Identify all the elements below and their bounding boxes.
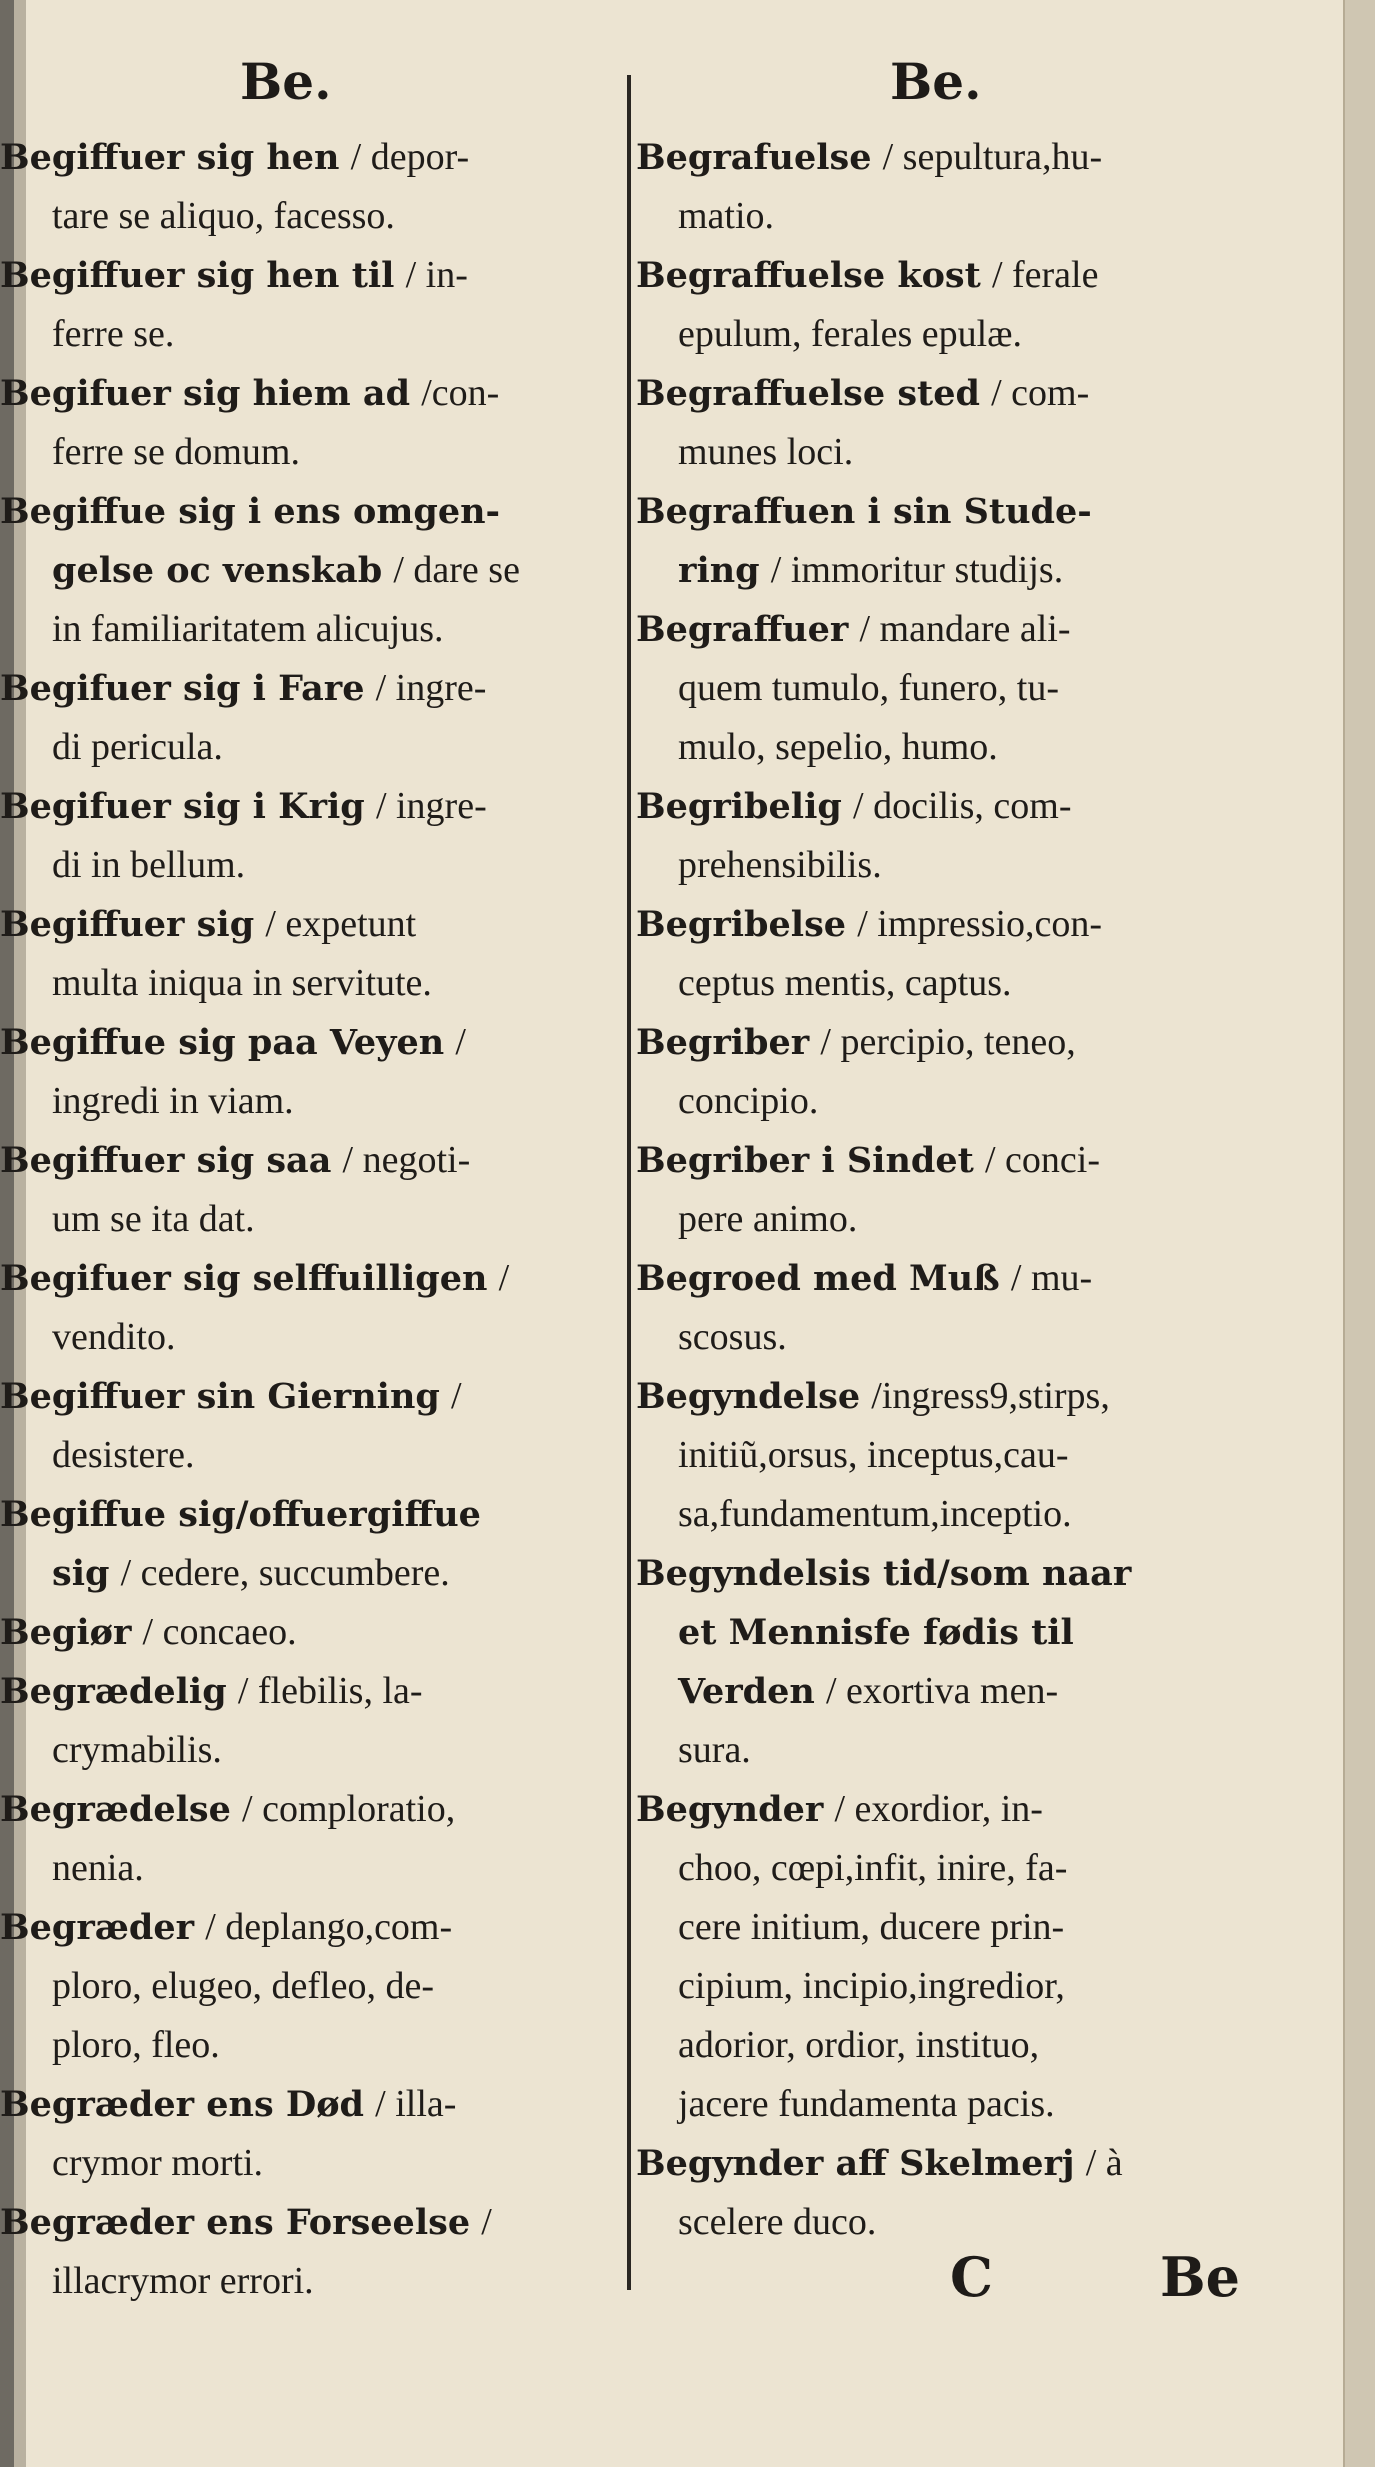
dictionary-entry: [0, 895, 610, 1013]
entry-line: [0, 1013, 610, 1072]
latin-gloss: / exortiva men-: [825, 1670, 1059, 1712]
dictionary-entry: [636, 1367, 1248, 1544]
entry-line: [0, 1072, 610, 1131]
latin-gloss: /: [498, 1257, 510, 1299]
latin-gloss: / illa-: [375, 2083, 457, 2125]
entry-line: [636, 2075, 1248, 2134]
entry-line: [636, 1898, 1248, 1957]
headword: Begribelse: [636, 904, 847, 945]
dictionary-entry: [0, 659, 610, 777]
latin-gloss: / com-: [991, 372, 1090, 414]
entry-line: [636, 305, 1248, 364]
entry-line: [0, 1308, 610, 1367]
entry-line: [636, 1249, 1248, 1308]
entry-line: [636, 895, 1248, 954]
entry-line: [0, 364, 610, 423]
left-column-header: Be.: [240, 52, 332, 111]
latin-gloss: sura.: [678, 1729, 751, 1771]
entry-line: [636, 1485, 1248, 1544]
headword: Begynder: [636, 1789, 824, 1830]
latin-gloss: quem tumulo, funero, tu-: [678, 667, 1059, 709]
entry-line: [636, 1603, 1248, 1662]
latin-gloss: matio.: [678, 195, 775, 237]
headword: Begraffuelse sted: [636, 373, 980, 414]
entry-line: [0, 718, 610, 777]
entry-line: [0, 1780, 610, 1839]
latin-gloss: /ingress9,stirps,: [871, 1375, 1110, 1417]
latin-gloss: / expetunt: [265, 903, 417, 945]
dictionary-entry: [0, 1131, 610, 1249]
headword: Begrædelig: [0, 1671, 227, 1712]
latin-gloss: / exordior, in-: [834, 1788, 1043, 1830]
entry-line: [0, 1367, 610, 1426]
entry-line: [636, 482, 1248, 541]
entry-line: [636, 600, 1248, 659]
entry-line: [636, 1721, 1248, 1780]
headword: Begiffuer sig: [0, 904, 255, 945]
entry-line: [636, 187, 1248, 246]
dictionary-entry: [0, 1367, 610, 1485]
headword: Begiffuer sig hen: [0, 137, 340, 178]
entry-line: [0, 600, 610, 659]
latin-gloss: ingredi in viam.: [52, 1080, 294, 1122]
latin-gloss: scelere duco.: [678, 2201, 877, 2243]
latin-gloss: / dare se: [393, 549, 520, 591]
right-column-header: Be.: [890, 52, 982, 111]
entry-line: [636, 1367, 1248, 1426]
dictionary-entry: [636, 364, 1248, 482]
latin-gloss: di pericula.: [52, 726, 223, 768]
entry-line: [636, 246, 1248, 305]
page-edge: [1343, 0, 1375, 2467]
entry-line: [0, 2252, 610, 2311]
latin-gloss: crymabilis.: [52, 1729, 222, 1771]
entry-line: [0, 2075, 610, 2134]
headword: Begraffuen i sin Stude-: [636, 491, 1092, 532]
headword: Begiør: [0, 1612, 132, 1653]
latin-gloss: prehensibilis.: [678, 844, 882, 886]
latin-gloss: / concaeo.: [142, 1611, 297, 1653]
latin-gloss: in familiaritatem alicujus.: [52, 608, 444, 650]
entry-line: [0, 1898, 610, 1957]
headword: Begiffuer sig hen til: [0, 255, 395, 296]
headword: sig: [52, 1553, 110, 1594]
dictionary-entry: [0, 1662, 610, 1780]
entry-line: [0, 423, 610, 482]
headword: Begiffue sig paa Veyen: [0, 1022, 445, 1063]
dictionary-entry: [0, 1249, 610, 1367]
entry-line: [0, 954, 610, 1013]
latin-gloss: /con-: [421, 372, 500, 414]
dictionary-entry: [636, 246, 1248, 364]
entry-line: [0, 2134, 610, 2193]
latin-gloss: illacrymor errori.: [52, 2260, 314, 2302]
left-column: [0, 128, 610, 2311]
entry-line: [636, 1839, 1248, 1898]
latin-gloss: / ingre-: [375, 667, 487, 709]
dictionary-entry: [636, 1131, 1248, 1249]
latin-gloss: jacere fundamenta pacis.: [678, 2083, 1055, 2125]
headword: Begynder aff Skelmerj: [636, 2143, 1075, 2184]
entry-line: [0, 1839, 610, 1898]
entry-line: [0, 1721, 610, 1780]
entry-line: [636, 364, 1248, 423]
entry-line: [0, 305, 610, 364]
latin-gloss: /: [481, 2201, 492, 2243]
entry-line: [0, 1131, 610, 1190]
headword: Begraffuelse kost: [636, 255, 981, 296]
headword: Begræder: [0, 1907, 195, 1948]
entry-line: [636, 1426, 1248, 1485]
latin-gloss: ploro, elugeo, defleo, de-: [52, 1965, 434, 2007]
latin-gloss: cere initium, ducere prin-: [678, 1906, 1065, 1948]
latin-gloss: initiũ,orsus, inceptus,cau-: [678, 1434, 1069, 1476]
latin-gloss: ploro, fleo.: [52, 2024, 220, 2066]
latin-gloss: / flebilis, la-: [237, 1670, 423, 1712]
entry-line: [636, 659, 1248, 718]
dictionary-entry: [0, 1898, 610, 2075]
headword: Begifuer sig hiem ad: [0, 373, 411, 414]
entry-line: [0, 777, 610, 836]
signature-mark: C: [950, 2245, 993, 2309]
entry-line: [0, 1190, 610, 1249]
headword: Begroed med Muß: [636, 1258, 1000, 1299]
headword: Begrædelse: [0, 1789, 231, 1830]
dictionary-entry: [636, 1013, 1248, 1131]
dictionary-entry: [636, 128, 1248, 246]
latin-gloss: ferre se.: [52, 313, 175, 355]
latin-gloss: pere animo.: [678, 1198, 858, 1240]
latin-gloss: nenia.: [52, 1847, 144, 1889]
entry-line: [636, 1308, 1248, 1367]
entry-line: [636, 718, 1248, 777]
dictionary-entry: [0, 1780, 610, 1898]
entry-line: [636, 1013, 1248, 1072]
latin-gloss: / cedere, succumbere.: [120, 1552, 450, 1594]
entry-line: [636, 1957, 1248, 2016]
latin-gloss: / mu-: [1010, 1257, 1093, 1299]
entry-line: [636, 423, 1248, 482]
entry-line: [636, 1544, 1248, 1603]
entry-line: [0, 2016, 610, 2075]
latin-gloss: / ingre-: [375, 785, 487, 827]
headword: gelse oc venskab: [52, 550, 383, 591]
headword: Begiffue sig i ens omgen-: [0, 491, 501, 532]
latin-gloss: / impressio,con-: [857, 903, 1103, 945]
headword: Begiffuer sin Gierning: [0, 1376, 440, 1417]
headword: Begræder ens Død: [0, 2084, 365, 2125]
latin-gloss: ceptus mentis, captus.: [678, 962, 1012, 1004]
dictionary-entry: [0, 1485, 610, 1603]
entry-line: [0, 659, 610, 718]
headword: et Mennisfe fødis til: [678, 1612, 1074, 1653]
dictionary-entry: [0, 1603, 610, 1662]
latin-gloss: multa iniqua in servitute.: [52, 962, 432, 1004]
dictionary-entry: [0, 1013, 610, 1131]
entry-line: [0, 1426, 610, 1485]
entry-line: [636, 1662, 1248, 1721]
entry-line: [636, 1780, 1248, 1839]
right-column: [636, 128, 1248, 2252]
entry-line: [636, 1131, 1248, 1190]
entry-line: [636, 777, 1248, 836]
dictionary-entry: [0, 2193, 610, 2311]
latin-gloss: desistere.: [52, 1434, 195, 1476]
entry-line: [0, 1249, 610, 1308]
headword: Begriber i Sindet: [636, 1140, 974, 1181]
column-divider: [627, 75, 631, 2290]
latin-gloss: adorior, ordior, instituo,: [678, 2024, 1040, 2066]
entry-line: [636, 2016, 1248, 2075]
dictionary-entry: [636, 600, 1248, 777]
entry-line: [636, 128, 1248, 187]
latin-gloss: sa,fundamentum,inceptio.: [678, 1493, 1072, 1535]
dictionary-entry: [0, 128, 610, 246]
latin-gloss: /: [455, 1021, 466, 1063]
latin-gloss: cipium, incipio,ingredior,: [678, 1965, 1065, 2007]
dictionary-entry: [636, 895, 1248, 1013]
dictionary-entry: [0, 2075, 610, 2193]
dictionary-entry: [0, 777, 610, 895]
entry-line: [636, 541, 1248, 600]
entry-line: [636, 2193, 1248, 2252]
entry-line: [0, 1544, 610, 1603]
latin-gloss: / conci-: [984, 1139, 1100, 1181]
entry-line: [636, 2134, 1248, 2193]
entry-line: [636, 1072, 1248, 1131]
latin-gloss: choo, cœpi,infit, inire, fa-: [678, 1847, 1068, 1889]
entry-line: [0, 187, 610, 246]
latin-gloss: / à: [1085, 2142, 1123, 2184]
headword: Begyndelsis tid/som naar: [636, 1553, 1132, 1594]
entry-line: [0, 2193, 610, 2252]
headword: Begræder ens Forseelse: [0, 2202, 471, 2243]
dictionary-entry: [636, 1249, 1248, 1367]
headword: Begiffuer sig saa: [0, 1140, 332, 1181]
latin-gloss: mulo, sepelio, humo.: [678, 726, 998, 768]
headword: Begiffue sig/offuergiffue: [0, 1494, 481, 1535]
entry-line: [0, 836, 610, 895]
dictionary-entry: [636, 1780, 1248, 2134]
latin-gloss: / percipio, teneo,: [820, 1021, 1076, 1063]
headword: Begribelig: [636, 786, 842, 827]
entry-line: [0, 128, 610, 187]
headword: Verden: [678, 1671, 815, 1712]
latin-gloss: / ferale: [991, 254, 1099, 296]
headword: Begrafuelse: [636, 137, 872, 178]
dictionary-entry: [0, 246, 610, 364]
latin-gloss: tare se aliquo, facesso.: [52, 195, 395, 237]
headword: Begyndelse: [636, 1376, 861, 1417]
dictionary-entry: [0, 482, 610, 659]
entry-line: [636, 836, 1248, 895]
headword: Begifuer sig i Fare: [0, 668, 365, 709]
latin-gloss: epulum, ferales epulæ.: [678, 313, 1023, 355]
latin-gloss: di in bellum.: [52, 844, 246, 886]
latin-gloss: / deplango,com-: [205, 1906, 453, 1948]
latin-gloss: / immoritur studijs.: [770, 549, 1064, 591]
latin-gloss: / sepultura,hu-: [882, 136, 1103, 178]
dictionary-entry: [636, 777, 1248, 895]
latin-gloss: concipio.: [678, 1080, 819, 1122]
latin-gloss: / comploratio,: [242, 1788, 456, 1830]
headword: ring: [678, 550, 760, 591]
latin-gloss: scosus.: [678, 1316, 787, 1358]
dictionary-entry: [636, 2134, 1248, 2252]
entry-line: [636, 1190, 1248, 1249]
entry-line: [0, 246, 610, 305]
entry-line: [0, 1957, 610, 2016]
latin-gloss: /: [451, 1375, 462, 1417]
latin-gloss: / negoti-: [342, 1139, 471, 1181]
dictionary-entry: [636, 1544, 1248, 1780]
headword: Begifuer sig selffuilligen: [0, 1258, 488, 1299]
latin-gloss: vendito.: [52, 1316, 176, 1358]
latin-gloss: munes loci.: [678, 431, 854, 473]
dictionary-entry: [636, 482, 1248, 600]
entry-line: [0, 541, 610, 600]
latin-gloss: crymor morti.: [52, 2142, 264, 2184]
dictionary-entry: [0, 364, 610, 482]
catchword: Be: [1160, 2245, 1240, 2309]
entry-line: [0, 482, 610, 541]
entry-line: [636, 954, 1248, 1013]
headword: Begriber: [636, 1022, 810, 1063]
latin-gloss: / in-: [405, 254, 468, 296]
latin-gloss: ferre se domum.: [52, 431, 300, 473]
headword: Begifuer sig i Krig: [0, 786, 365, 827]
entry-line: [0, 1603, 610, 1662]
headword: Begraffuer: [636, 609, 849, 650]
latin-gloss: / depor-: [350, 136, 470, 178]
latin-gloss: / docilis, com-: [853, 785, 1072, 827]
entry-line: [0, 1485, 610, 1544]
latin-gloss: / mandare ali-: [859, 608, 1071, 650]
latin-gloss: um se ita dat.: [52, 1198, 255, 1240]
entry-line: [0, 1662, 610, 1721]
entry-line: [0, 895, 610, 954]
